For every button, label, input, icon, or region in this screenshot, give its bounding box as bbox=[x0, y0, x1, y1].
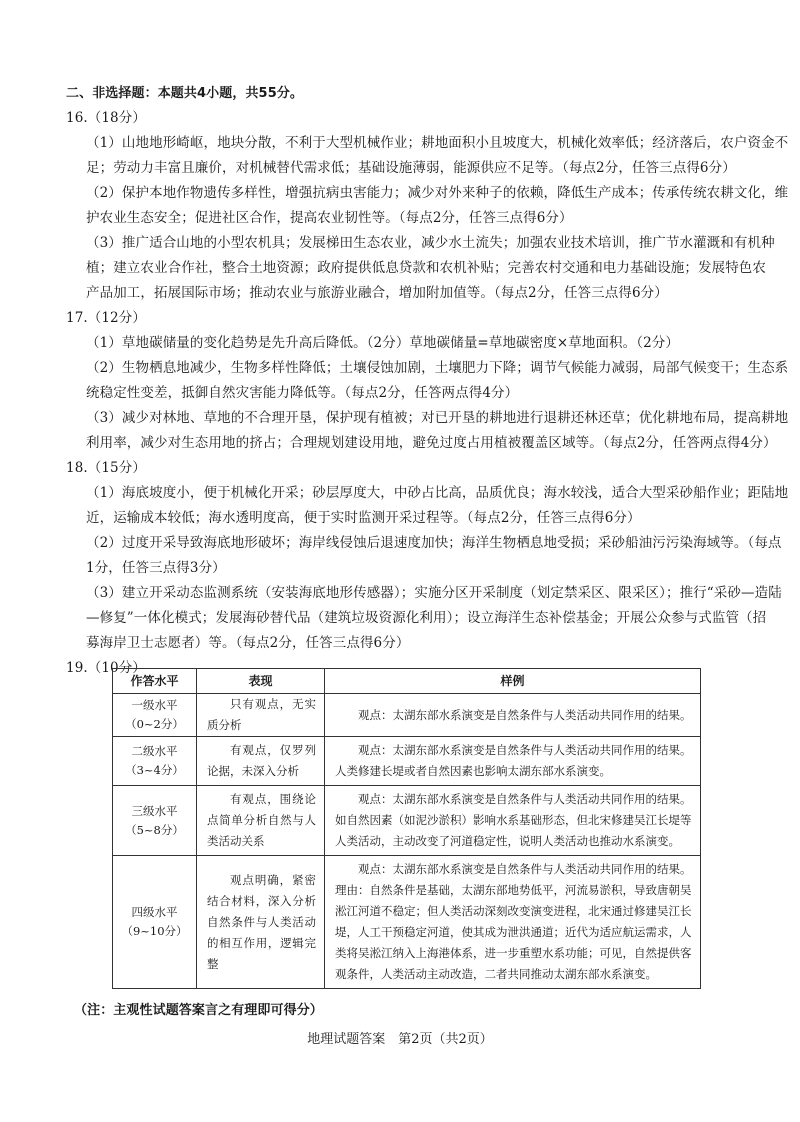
level-cell bbox=[113, 786, 197, 856]
scoring-note: （注：主观性试题答案言之有理即可得分） bbox=[74, 1003, 323, 1018]
level-name: 二级水平 bbox=[131, 744, 178, 758]
q16-p1-line1: （1）山地地形崎岖，地块分散，不利于大型机械作业；耕地面积小且坡度大，机械化效率低；经济落后，农户资金不 bbox=[86, 135, 789, 151]
level-cell bbox=[113, 856, 197, 989]
level-name: 四级水平 bbox=[131, 905, 178, 919]
table-row bbox=[113, 856, 701, 989]
q17-p3-line1: （3）减少对林地、草地的不合理开垦，保护现有植被；对已开垦的耕地进行退耕还林还草；优化耕地布局，提高耕地 bbox=[86, 410, 789, 426]
q18-p2-line2: 1分，任答三点得3分） bbox=[86, 560, 226, 576]
scoring-rubric-table bbox=[112, 668, 701, 989]
question-number-19: 19.（10分） bbox=[66, 660, 146, 676]
level-cell bbox=[113, 737, 197, 786]
level-range: （0~2分） bbox=[125, 717, 184, 731]
q16-p2-line2: 护农业生态安全；促进社区合作，提高农业韧性等。（每点2分，任答三点得6分） bbox=[86, 210, 573, 226]
level-name: 三级水平 bbox=[131, 803, 178, 818]
q18-p3-line1: （3）建立开采动态监测系统（安装海底地形传感器）；实施分区开采制度（划定禁采区、限采区）；推行“采砂—造陆 bbox=[86, 585, 782, 601]
q16-p3-line3: 产品加工，拓展国际市场；推动农业与旅游业融合，增加附加值等。（每点2分，任答三点得6分） bbox=[86, 285, 668, 301]
q18-p1-line1: （1）海底坡度小，便于机械化开采；砂层厚度大，中砂占比高，品质优良；海水较浅，适合大型采砂船作业；距陆地 bbox=[86, 485, 789, 501]
section-heading: 二、非选择题：本题共4小题，共55分。 bbox=[66, 86, 304, 101]
q18-p1-line2: 近，运输成本较低；海水透明度高，便于实时监测开采过程等。（每点2分，任答三点得6分） bbox=[86, 510, 641, 526]
performance-cell: 有观点，围绕论点简单分析自然与人类活动关系 bbox=[197, 786, 325, 856]
performance-cell: 有观点，仅罗列论据，未深入分析 bbox=[197, 737, 325, 786]
sample-cell bbox=[325, 856, 701, 989]
question-number-18: 18.（15分） bbox=[66, 460, 146, 476]
q18-p2-line1: （2）过度开采导致海底地形破坏；海岸线侵蚀后退速度加快；海洋生物栖息地受损；采砂船油污污染海域等。（每点 bbox=[86, 535, 782, 551]
sample-reason: 理由：自然条件是基础，太湖东部地势低平，河流易淤积，导致唐朝吴淞江河道不稳定；但人类活动深刻改变演变进程，北宋通过修建吴江长堤，人工干预稳定河道，使其成为泄洪通道；近代为适应航运需求，人类将吴淞江纳入上海港体系，进一步重塑水系功能；可见，自然提供客观条件，人类活动主动改造，二者共同推动太湖东部水系演变。 bbox=[335, 883, 692, 981]
table-row bbox=[113, 737, 701, 786]
level-range: （3~4分） bbox=[125, 763, 184, 777]
performance-cell: 观点明确，紧密结合材料，深入分析自然条件与人类活动的相互作用，逻辑完整 bbox=[197, 856, 325, 989]
table-row bbox=[113, 694, 701, 737]
table-header-row bbox=[113, 669, 701, 694]
table-row bbox=[113, 786, 701, 856]
level-range: （9~10分） bbox=[121, 924, 188, 938]
sample-viewpoint: 观点：太湖东部水系演变是自然条件与人类活动共同作用的结果。 bbox=[358, 743, 692, 757]
q18-p3-line2: —修复”一体化模式；发展海砂替代品（建筑垃圾资源化利用）；设立海洋生态补偿基金；开展公众参与式监管（招 bbox=[86, 610, 767, 626]
header-level: 作答水平 bbox=[113, 669, 197, 694]
level-name: 一级水平 bbox=[131, 698, 178, 712]
level-cell bbox=[113, 694, 197, 737]
q16-p1-line2: 足；劳动力丰富且廉价，对机械替代需求低；基础设施薄弱，能源供应不足等。（每点2分，任答三点得6分） bbox=[86, 160, 736, 176]
sample-viewpoint: 观点：太湖东部水系演变是自然条件与人类活动共同作用的结果。 bbox=[358, 792, 692, 806]
q17-p2-line2: 统稳定性变差，抵御自然灾害能力降低等。（每点2分，任答两点得4分） bbox=[86, 385, 519, 401]
page-footer: 地理试题答案 第2页（共2页） bbox=[307, 1032, 493, 1047]
header-performance: 表现 bbox=[197, 669, 325, 694]
sample-cell bbox=[325, 786, 701, 856]
performance-cell: 只有观点，无实质分析 bbox=[197, 694, 325, 737]
sample-viewpoint: 观点：太湖东部水系演变是自然条件与人类活动共同作用的结果。 bbox=[358, 707, 692, 722]
q17-p2-line1: （2）生物栖息地减少，生物多样性降低；土壤侵蚀加剧，土壤肥力下降；调节气候能力减弱，局部气候变干；生态系 bbox=[86, 360, 789, 376]
sample-cell bbox=[325, 694, 701, 737]
q17-p3-line2: 利用率，减少对生态用地的挤占；合理规划建设用地，避免过度占用植被覆盖区域等。（每点2分，任答两点得4分） bbox=[86, 435, 777, 451]
q16-p2-line1: （2）保护本地作物遗传多样性，增强抗病虫害能力；减少对外来种子的依赖，降低生产成本；传承传统农耕文化，维 bbox=[86, 185, 789, 201]
q16-p3-line1: （3）推广适合山地的小型农机具；发展梯田生态农业，减少水土流失；加强农业技术培训，推广节水灌溉和有机种 bbox=[86, 235, 775, 251]
sample-reason: 如自然因素（如泥沙淤积）影响水系基础形态，但北宋修建吴江长堤等人类活动，主动改变了河道稳定性，说明人类活动也推动水系演变。 bbox=[335, 813, 692, 848]
q18-p3-line3: 募海岸卫士志愿者）等。（每点2分，任答三点得6分） bbox=[86, 635, 410, 651]
sample-cell bbox=[325, 737, 701, 786]
question-number-16: 16.（18分） bbox=[66, 110, 146, 126]
header-sample: 样例 bbox=[325, 669, 701, 694]
question-number-17: 17.（12分） bbox=[66, 310, 146, 326]
q16-p3-line2: 植；建立农业合作社，整合土地资源；政府提供低息贷款和农机补贴；完善农村交通和电力基础设施；发展特色农 bbox=[86, 260, 766, 276]
sample-reason: 人类修建长堤或者自然因素也影响太湖东部水系演变。 bbox=[335, 764, 611, 778]
q17-p1-line1: （1）草地碳储量的变化趋势是先升高后降低。（2分）草地碳储量=草地碳密度×草地面积。（2分） bbox=[86, 335, 679, 351]
level-range: （5~8分） bbox=[125, 822, 184, 837]
sample-viewpoint: 观点：太湖东部水系演变是自然条件与人类活动共同作用的结果。 bbox=[358, 862, 692, 876]
